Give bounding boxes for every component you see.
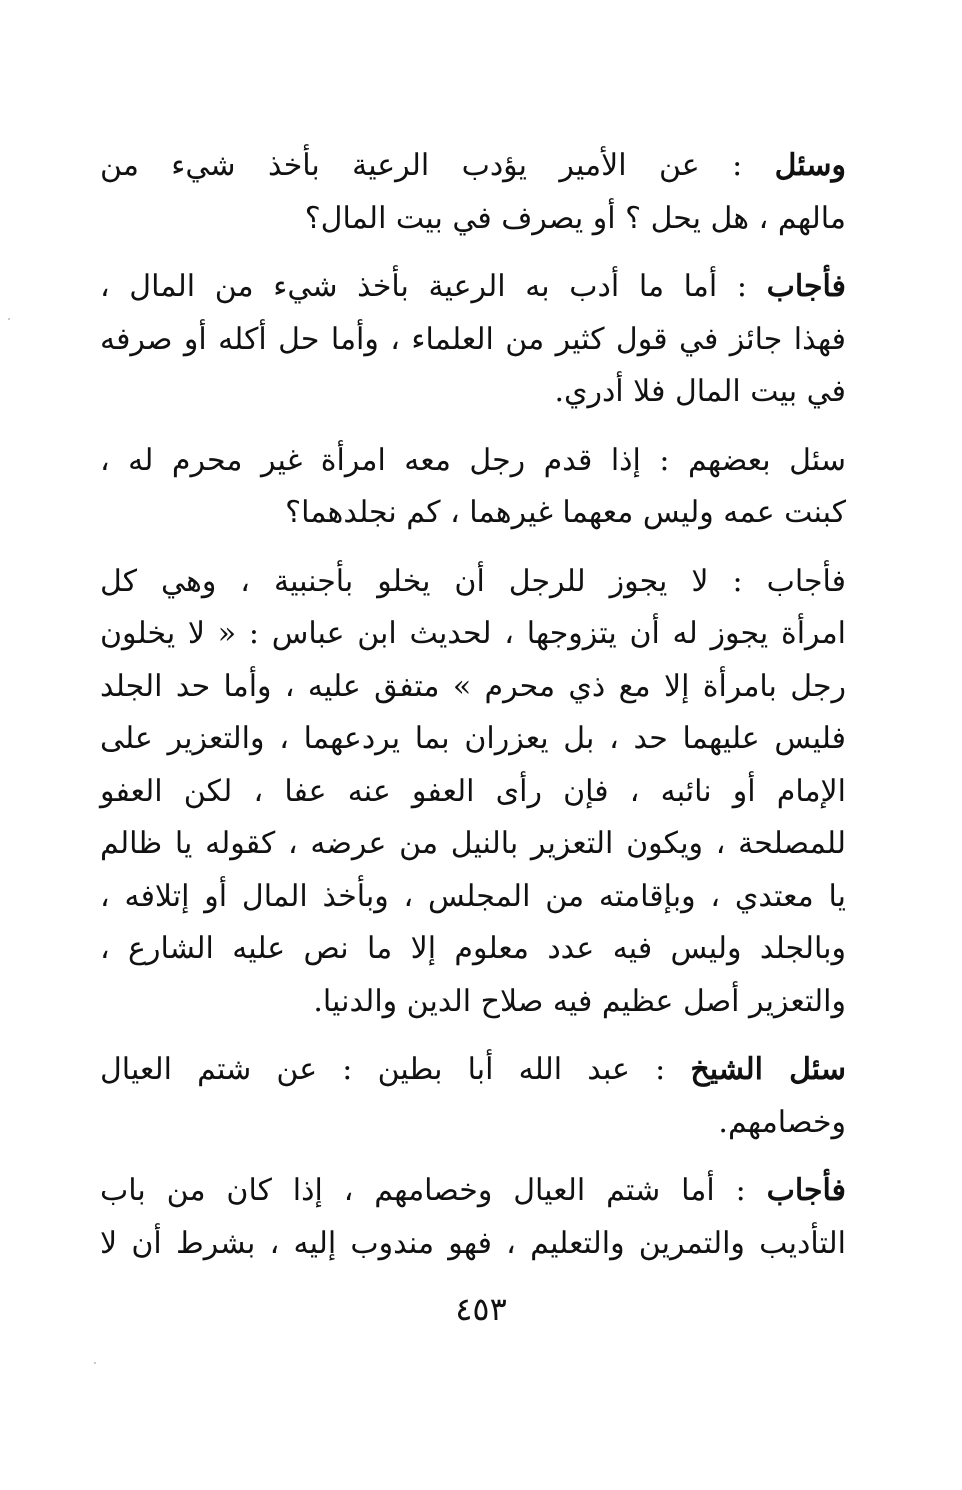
question-lead: سئل الشيخ	[690, 1052, 846, 1087]
scan-speck	[8, 318, 10, 320]
text-line: التأديب والتمرين والتعليم ، فهو مندوب إليه ، بشرط أن لا	[100, 1225, 846, 1261]
text-line: فأجاب : لا يجوز للرجل أن يخلو بأجنبية ، وهي كل	[100, 563, 846, 599]
text-line: يا معتدي ، وبإقامته من المجلس ، وبأخذ المال أو إتلافه ،	[100, 878, 846, 914]
answer-paragraph	[100, 1165, 846, 1270]
text-line	[100, 261, 846, 314]
answer-lead: فأجاب	[766, 1173, 846, 1208]
answer-paragraph	[100, 556, 846, 1029]
page-body	[100, 140, 846, 1286]
text-line	[100, 1165, 846, 1218]
text-line: وبالجلد وليس فيه عدد معلوم إلا ما نص عليه الشارع ،	[100, 931, 846, 966]
text-line: وخصامهم.	[718, 1104, 846, 1140]
text-line: سئل بعضهم : إذا قدم رجل معه امرأة غير محرم له ،	[100, 442, 846, 478]
answer-lead: فأجاب	[766, 269, 846, 304]
text-line	[100, 140, 846, 193]
line-text: : عبد الله أبا بطين : عن شتم العيال	[100, 1052, 691, 1087]
page-number: ٤٥٣	[455, 1290, 507, 1328]
text-line: كبنت عمه وليس معهما غيرهما ، كم نجلدهما؟	[285, 495, 846, 530]
answer-paragraph	[100, 261, 846, 419]
text-line: للمصلحة ، ويكون التعزير بالنيل من عرضه ، كقوله يا ظالم	[100, 826, 846, 861]
question-lead: وسئل	[774, 148, 846, 183]
text-line: والتعزير أصل عظيم فيه صلاح الدين والدنيا.	[313, 983, 846, 1019]
line-text: : عن الأمير يؤدب الرعية بأخذ شيء من	[100, 148, 775, 183]
text-line: فهذا جائز في قول كثير من العلماء ، وأما حل أكله أو صرفه	[100, 321, 846, 357]
question-paragraph	[100, 435, 846, 540]
text-line: امرأة يجوز له أن يتزوجها ، لحديث ابن عباس : « لا يخلون	[100, 616, 846, 651]
line-text: : أما ما أدب به الرعية بأخذ شيء من المال ،	[100, 269, 767, 304]
text-line: رجل بامرأة إلا مع ذي محرم » متفق عليه ، وأما حد الجلد	[100, 668, 846, 704]
question-paragraph	[100, 140, 846, 245]
text-line: فليس عليهما حد ، بل يعزران بما يردعهما ، والتعزير على	[100, 721, 846, 756]
text-line: في بيت المال فلا أدري.	[554, 374, 846, 409]
text-line	[100, 1044, 846, 1097]
scan-speck	[94, 1362, 96, 1364]
question-paragraph	[100, 1044, 846, 1149]
line-text: : أما شتم العيال وخصامهم ، إذا كان من باب	[100, 1173, 767, 1208]
text-line: الإمام أو نائبه ، فإن رأى العفو عنه عفا ، لكن العفو	[100, 773, 846, 809]
text-line: مالهم ، هل يحل ؟ أو يصرف في بيت المال؟	[304, 200, 846, 236]
